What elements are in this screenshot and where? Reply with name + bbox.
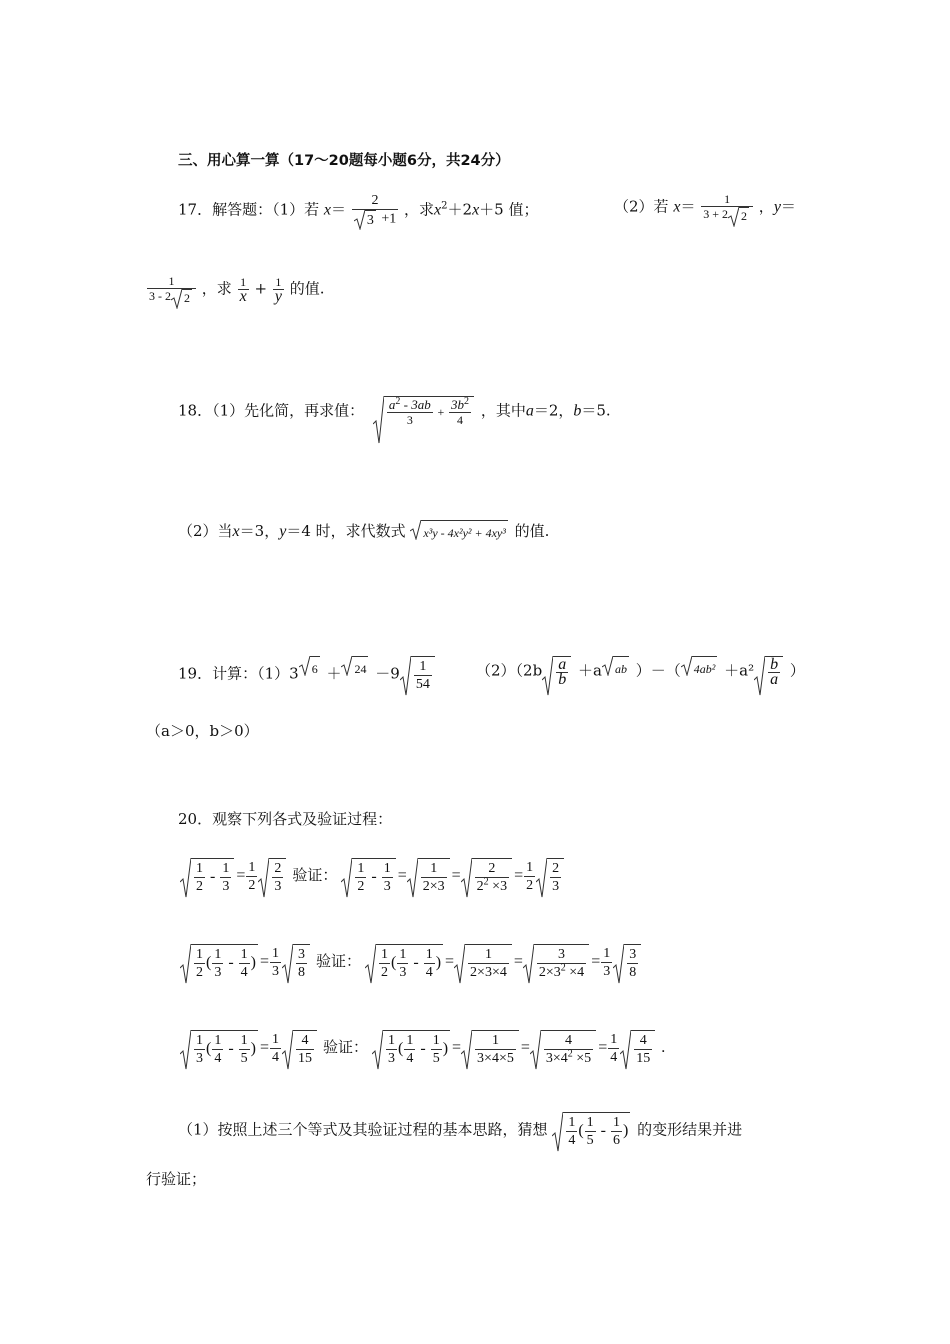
guess-expr: $\frac{1}{4}$ ( $\frac{1}{5}$ - $\frac{1}{6}$ ) bbox=[552, 1112, 630, 1149]
var-y: y bbox=[773, 198, 781, 216]
text: （2）（2b bbox=[476, 661, 543, 680]
exp: 2 bbox=[441, 200, 448, 212]
var-b: b bbox=[573, 402, 582, 420]
text: ，求 bbox=[201, 279, 232, 298]
frac-1-over-x: $\frac{1}{x}$ bbox=[239, 275, 247, 306]
sqrt-a-over-b: $\frac{a}{b}$ bbox=[542, 656, 571, 687]
text: （2）当 bbox=[178, 522, 233, 540]
sqrt: 3 bbox=[354, 210, 376, 229]
q18-sqrt-expr: $\frac{a^2 - 3ab}{3}$ + $\frac{3b^2}{4}$ bbox=[373, 396, 474, 427]
text: ＝3， bbox=[239, 522, 280, 540]
sqrt: 2 bbox=[728, 207, 749, 223]
text: ） bbox=[789, 661, 805, 680]
text: －9 bbox=[375, 664, 400, 683]
verify-label: 验证： bbox=[292, 866, 338, 885]
text: ＝2， bbox=[533, 401, 574, 420]
text: 观察下列各式及验证过程： bbox=[212, 810, 393, 828]
text: ，求 bbox=[404, 200, 435, 219]
var-x: x bbox=[323, 201, 332, 219]
q20-row1: $\frac{1}{2}$ - $\frac{1}{3}$ = $\frac{1}{2}$ $\frac{2}{3}$ 验证： $\frac{1}{2}$ - $\frac{1}{3}$ = $\frac{1}{2\times 3}$ = $\frac{2}{2^2 \times 3}$ = $\frac{1}{2}$ $\frac{2}{3}$ bbox=[180, 858, 566, 895]
text: （2）若 bbox=[614, 197, 669, 216]
q17-stem: 解答题：（1）若 bbox=[212, 200, 320, 219]
sqrt: 2 bbox=[171, 289, 192, 305]
period: . bbox=[661, 1039, 666, 1057]
q18-sqrt-expr2: x³y - 4x²y² + 4xy³ bbox=[410, 520, 507, 544]
q20-row3: $\frac{1}{3}$ ( $\frac{1}{4}$ - $\frac{1}{5}$ ) = $\frac{1}{4}$ $\frac{4}{15}$ 验证： $\frac{1}{3}$ ( $\frac{1}{4}$ - $\frac{1}{5}$ ) = $\frac{1}{3\times 4\times 5}$ = $\frac{4}{3\times 4^2 \times 5}$ = $\frac{1}{4}$ $\frac{4}{15}$ . bbox=[180, 1030, 665, 1067]
text: 的值. bbox=[289, 279, 325, 298]
text: 的变形结果并进 bbox=[637, 1120, 743, 1139]
var-x: x bbox=[232, 523, 240, 540]
q17-frac2: 1 3 + 2 2 bbox=[701, 192, 753, 223]
q17-number: 17． bbox=[178, 200, 213, 219]
text: ＝4 时，求代数式 bbox=[286, 522, 406, 540]
text: ＋a bbox=[577, 661, 602, 680]
q17-line2 bbox=[146, 274, 325, 305]
q19-part2 bbox=[476, 656, 805, 687]
sqrt-24: 24 bbox=[341, 656, 368, 680]
q17-part2 bbox=[614, 192, 796, 223]
var-a: a bbox=[525, 402, 534, 420]
var-x: x bbox=[434, 201, 442, 219]
frac-1-over-y: $\frac{1}{y}$ bbox=[274, 275, 282, 306]
equals: ＝ bbox=[331, 200, 347, 219]
text: （1）按照上述三个等式及其验证过程的基本思路，猜想 bbox=[178, 1120, 548, 1139]
equals: ＝ bbox=[780, 197, 796, 216]
plus: ＋ bbox=[326, 664, 342, 683]
sqrt-6: 6 bbox=[299, 656, 320, 680]
text: ＋a² bbox=[724, 661, 755, 680]
verify-label: 验证： bbox=[316, 952, 362, 971]
q20-ask bbox=[178, 1112, 742, 1149]
q18-number: 18． bbox=[178, 401, 213, 420]
q20-row2: $\frac{1}{2}$ ( $\frac{1}{3}$ - $\frac{1}{4}$ ) = $\frac{1}{3}$ $\frac{3}{8}$ 验证： $\frac{1}{2}$ ( $\frac{1}{3}$ - $\frac{1}{4}$ ) = $\frac{1}{2\times 3\times 4}$ = $\frac{3}{2\times 3^2 \times 4}$ = $\frac{1}{3}$ $\frac{3}{8}$ bbox=[180, 944, 643, 981]
sqrt-ab: ab bbox=[602, 656, 629, 680]
q20-stem bbox=[178, 808, 392, 830]
q17-line1 bbox=[178, 192, 538, 229]
q20-ask-tail: 行验证； bbox=[146, 1170, 207, 1188]
sqrt-1-over-54: $\frac{1}{54}$ bbox=[400, 656, 435, 693]
q20-number: 20． bbox=[178, 810, 213, 828]
var-x: x bbox=[472, 201, 480, 219]
frac-num: 2 bbox=[352, 192, 398, 210]
q19-condition: （a＞0，b＞0） bbox=[146, 722, 259, 740]
text: ， bbox=[758, 197, 774, 216]
text: （1）先化简，再求值： bbox=[212, 401, 365, 420]
q18-line1 bbox=[178, 396, 611, 427]
sqrt-4ab2: 4ab² bbox=[681, 656, 718, 680]
text: ＋2 bbox=[447, 200, 473, 219]
plus: + bbox=[254, 279, 268, 298]
text: 的值. bbox=[514, 522, 550, 540]
section-title: 三、用心算一算（17～20题每小题6分，共24分） bbox=[178, 153, 510, 169]
q17-frac1: $\frac{2}{3 +1}$ bbox=[352, 192, 398, 229]
text: ＋5 值； bbox=[479, 200, 539, 219]
q19-number: 19． bbox=[178, 664, 213, 683]
q19-line1 bbox=[178, 656, 437, 693]
text: 计算：（1）3 bbox=[212, 664, 299, 683]
q17-frac3: 1 3 - 2 2 bbox=[147, 274, 196, 305]
verify-label: 验证： bbox=[323, 1038, 369, 1057]
text: ＝5. bbox=[581, 401, 611, 420]
equals: ＝ bbox=[680, 197, 696, 216]
text: ，其中 bbox=[480, 401, 526, 420]
text: ）－（ bbox=[635, 661, 681, 680]
var-x: x bbox=[673, 198, 681, 216]
var-y: y bbox=[279, 523, 287, 540]
q18-line2 bbox=[178, 520, 549, 544]
sqrt-b-over-a: $\frac{b}{a}$ bbox=[754, 656, 783, 687]
